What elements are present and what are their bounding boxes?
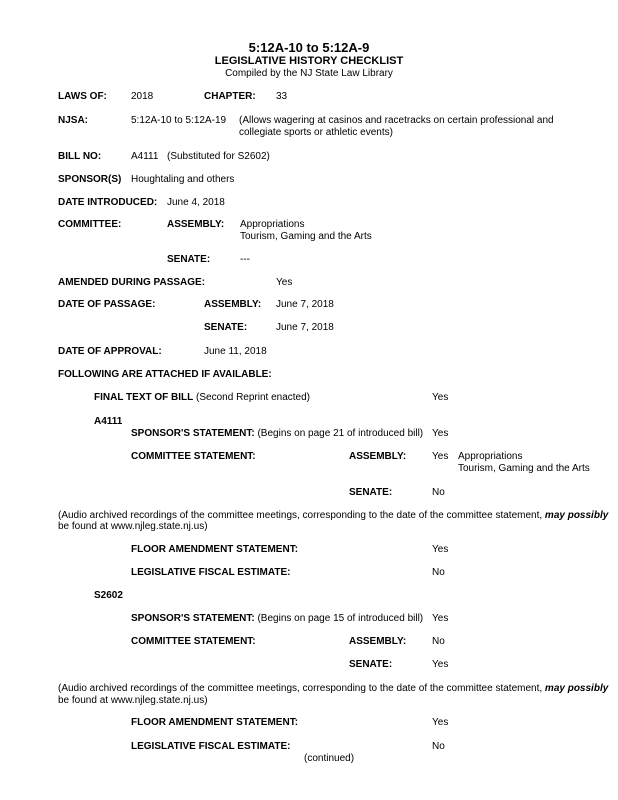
njsa-label: NJSA: [58,115,89,126]
s2602-audio-note-text: (Audio archived recordings of the committee meetings, corresponding to the date of the committee statement, [58,683,543,694]
date-introduced-label: DATE INTRODUCED: [58,197,158,208]
page-title: 5:12A-10 to 5:12A-9 [248,40,370,55]
passage-assembly-value: June 7, 2018 [276,299,334,310]
a4111-audio-note-emphasis: may possibly [544,510,609,521]
s2602-heading: S2602 [94,590,123,601]
s2602-committee-senate-label: SENATE: [349,659,393,670]
a4111-sponsor-statement-note: (Begins on page 21 of introduced bill) [257,428,424,439]
njsa-description-line1: (Allows wagering at casinos and racetracks on certain professional and [239,115,554,126]
a4111-fiscal-estimate-value: No [432,567,445,578]
committee-senate-label: SENATE: [167,254,211,265]
compiled-by: Compiled by the NJ State Law Library [225,68,393,79]
a4111-fiscal-estimate-label: LEGISLATIVE FISCAL ESTIMATE: [131,567,291,578]
committee-assembly-line1: Appropriations [240,219,305,230]
s2602-fiscal-estimate-label: LEGISLATIVE FISCAL ESTIMATE: [131,741,291,752]
s2602-audio-note-line2: be found at www.njleg.state.nj.us) [58,695,208,706]
chapter-label: CHAPTER: [204,91,256,102]
a4111-audio-note-text: (Audio archived recordings of the committee meetings, corresponding to the date of the committee statement, [58,510,543,521]
approval-value: June 11, 2018 [204,346,267,357]
committee-assembly-line2: Tourism, Gaming and the Arts [240,231,372,242]
s2602-sponsor-statement-row [131,613,423,625]
page-subtitle: LEGISLATIVE HISTORY CHECKLIST [214,55,404,67]
amended-value: Yes [276,277,293,288]
a4111-committee-assembly-line1: Appropriations [458,451,523,462]
a4111-committee-assembly-line2: Tourism, Gaming and the Arts [458,463,590,474]
committee-senate-value: --- [240,254,250,265]
a4111-committee-senate-label: SENATE: [349,487,393,498]
s2602-sponsor-statement-note: (Begins on page 15 of introduced bill) [257,613,424,624]
s2602-committee-senate-value: Yes [432,659,449,670]
a4111-sponsor-statement-value: Yes [432,428,449,439]
bill-no-label: BILL NO: [58,151,102,162]
final-text-note: (Second Reprint enacted) [196,392,311,403]
committee-assembly-label: ASSEMBLY: [167,219,225,230]
a4111-committee-assembly-value: Yes [432,451,449,462]
final-text-row [94,392,310,404]
a4111-committee-statement-label: COMMITTEE STATEMENT: [131,451,256,462]
date-introduced-value: June 4, 2018 [167,197,225,208]
a4111-committee-senate-value: No [432,487,445,498]
amended-label: AMENDED DURING PASSAGE: [58,277,206,288]
s2602-fiscal-estimate-value: No [432,741,445,752]
a4111-audio-note-line2: be found at www.njleg.state.nj.us) [58,521,208,532]
chapter-value: 33 [276,91,288,102]
continued-note: (continued) [304,753,355,764]
s2602-floor-amendment-label: FLOOR AMENDMENT STATEMENT: [131,717,299,728]
s2602-committee-assembly-label: ASSEMBLY: [349,636,407,647]
s2602-sponsor-statement-value: Yes [432,613,449,624]
s2602-sponsor-statement-label: SPONSOR'S STATEMENT: [131,613,255,624]
final-text-label: FINAL TEXT OF BILL [94,392,194,403]
s2602-committee-statement-label: COMMITTEE STATEMENT: [131,636,256,647]
njsa-value: 5:12A-10 to 5:12A-19 [131,115,227,126]
a4111-sponsor-statement-label: SPONSOR'S STATEMENT: [131,428,255,439]
a4111-committee-assembly-label: ASSEMBLY: [349,451,407,462]
njsa-description-line2: collegiate sports or athletic events) [239,127,393,138]
laws-of-label: LAWS OF: [58,91,107,102]
s2602-committee-assembly-value: No [432,636,445,647]
passage-senate-label: SENATE: [204,322,248,333]
s2602-audio-note-line1 [58,683,608,695]
bill-no-value: A4111 [131,151,159,162]
a4111-floor-amendment-value: Yes [432,544,449,555]
sponsor-label: SPONSOR(S) [58,174,122,185]
passage-label: DATE OF PASSAGE: [58,299,156,310]
committee-label: COMMITTEE: [58,219,122,230]
bill-substituted: (Substituted for S2602) [167,151,270,162]
approval-label: DATE OF APPROVAL: [58,346,162,357]
a4111-heading: A4111 [94,416,123,427]
passage-senate-value: June 7, 2018 [276,322,334,333]
s2602-floor-amendment-value: Yes [432,717,449,728]
attached-heading: FOLLOWING ARE ATTACHED IF AVAILABLE: [58,369,272,380]
passage-assembly-label: ASSEMBLY: [204,299,262,310]
s2602-audio-note-emphasis: may possibly [544,683,609,694]
final-text-value: Yes [432,392,449,403]
a4111-sponsor-statement-row [131,428,423,440]
laws-of-value: 2018 [131,91,154,102]
sponsor-value: Houghtaling and others [131,174,235,185]
a4111-floor-amendment-label: FLOOR AMENDMENT STATEMENT: [131,544,299,555]
